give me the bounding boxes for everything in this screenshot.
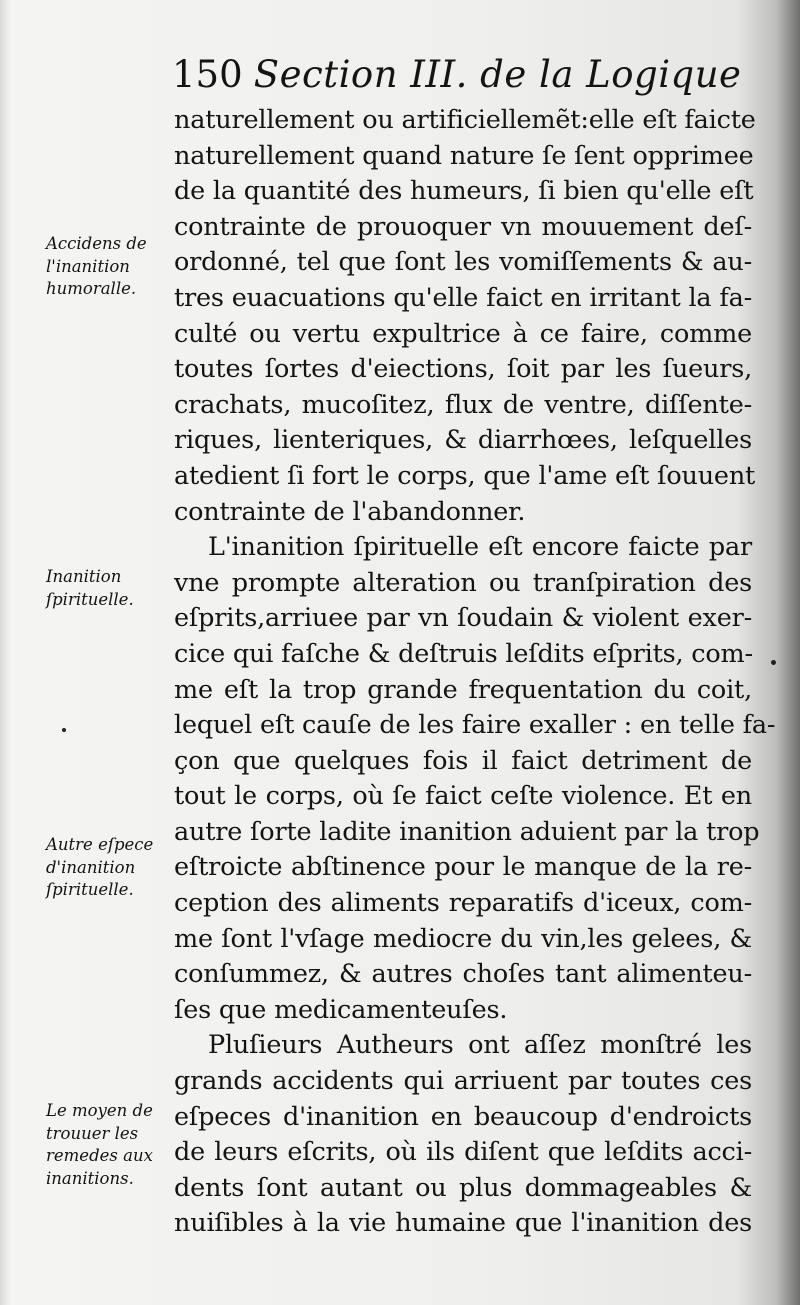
text-line: me ſont l'vſage mediocre du vin,les gelees, &: [174, 923, 752, 954]
margin-note: [46, 233, 174, 301]
text-line: ception des aliments reparatifs d'iceux, com-: [174, 888, 752, 919]
page-gutter-shadow: [0, 0, 12, 1305]
text-line: me eſt la trop grande frequentation du coit,: [174, 674, 752, 705]
text-line: crachats, mucoſitez, flux de ventre, diſſente-: [174, 389, 752, 420]
ink-speck: [62, 728, 66, 732]
text-line: ordonné, tel que ſont les vomiſſements & au-: [174, 247, 752, 278]
text-line: lequel eſt cauſe de les faire exaller : en telle fa-: [174, 710, 776, 741]
text-line: tres euacuations qu'elle faict en irritant la fa-: [174, 282, 752, 313]
margin-note: [46, 566, 174, 611]
page-number: 150: [172, 53, 243, 96]
margin-note-line: remedes aux: [46, 1146, 153, 1165]
text-line: naturellement ou artificiellemẽt:elle eſt faicte: [174, 105, 756, 135]
text-line: naturellement quand nature ſe ſent opprimee: [174, 140, 754, 171]
margin-note: [46, 1100, 174, 1190]
text-line: contrainte de l'abandonner.: [174, 496, 526, 527]
text-line: dents ſont autant ou plus dommageables &: [174, 1172, 752, 1203]
text-line: Pluſieurs Autheurs ont aſſez monſtré les: [208, 1030, 752, 1061]
margin-note-line: d'inanition: [46, 857, 136, 877]
margin-note: [46, 834, 174, 902]
text-line: conſummez, & autres choſes tant alimenteu-: [174, 959, 752, 990]
margin-note-line: ſpirituelle.: [46, 880, 134, 899]
text-line: eſtroicte abſtinence pour le manque de la re-: [174, 852, 752, 883]
text-line: cice qui faſche & deſtruis leſdits eſprits, com-: [174, 638, 753, 669]
margin-note-line: Autre eſpece: [46, 835, 154, 854]
running-title: Section III. de la Logique: [253, 53, 742, 96]
ink-speck: [771, 660, 776, 665]
text-line: atedient ſi fort le corps, que l'ame eſt ſouuent: [174, 460, 756, 491]
margin-note-line: humoralle.: [46, 279, 137, 298]
margin-note-line: trouuer les: [46, 1123, 139, 1143]
margin-note-line: inanitions.: [46, 1168, 134, 1188]
page-header: [172, 50, 742, 100]
text-line: toutes ſortes d'eiections, ſoit par les ſueurs,: [174, 354, 752, 385]
text-line: riques, lienteriques, & diarrhœes, leſquelles: [174, 425, 752, 456]
text-line: eſprits,arriuee par vn ſoudain & violent exer-: [174, 603, 752, 634]
text-line: ſes que medicamenteuſes.: [174, 994, 508, 1025]
text-line: tout le corps, où ſe faict ceſte violence. Et en: [174, 781, 752, 812]
text-line: contrainte de prouoquer vn mouuement deſ-: [174, 211, 752, 242]
text-line: grands accidents qui arriuent par toutes ces: [174, 1066, 752, 1097]
text-line: nuiſibles à la vie humaine que l'inanition des: [174, 1208, 752, 1239]
text-line: culté ou vertu expultrice à ce faire, comme: [174, 318, 752, 349]
text-line: de leurs eſcrits, où ils diſent que leſdits acci-: [174, 1137, 752, 1168]
margin-note-line: l'inanition: [46, 256, 130, 276]
margin-note-line: Le moyen de: [46, 1101, 153, 1120]
margin-note-line: Accidens de: [46, 234, 147, 253]
text-line: autre ſorte ladite inanition aduient par la trop: [174, 816, 760, 847]
text-line: eſpeces d'inanition en beaucoup d'endroicts: [174, 1101, 752, 1132]
margin-note-line: ſpirituelle.: [46, 589, 134, 609]
margin-note-line: Inanition: [46, 567, 122, 586]
text-line: çon que quelques fois il faict detriment de: [174, 745, 752, 776]
text-line: L'inanition ſpirituelle eſt encore faicte par: [208, 532, 752, 563]
text-line: de la quantité des humeurs, ſi bien qu'elle eſt: [174, 176, 754, 207]
main-text-block: [174, 103, 776, 1242]
text-line: vne prompte alteration ou tranſpiration des: [174, 567, 752, 598]
